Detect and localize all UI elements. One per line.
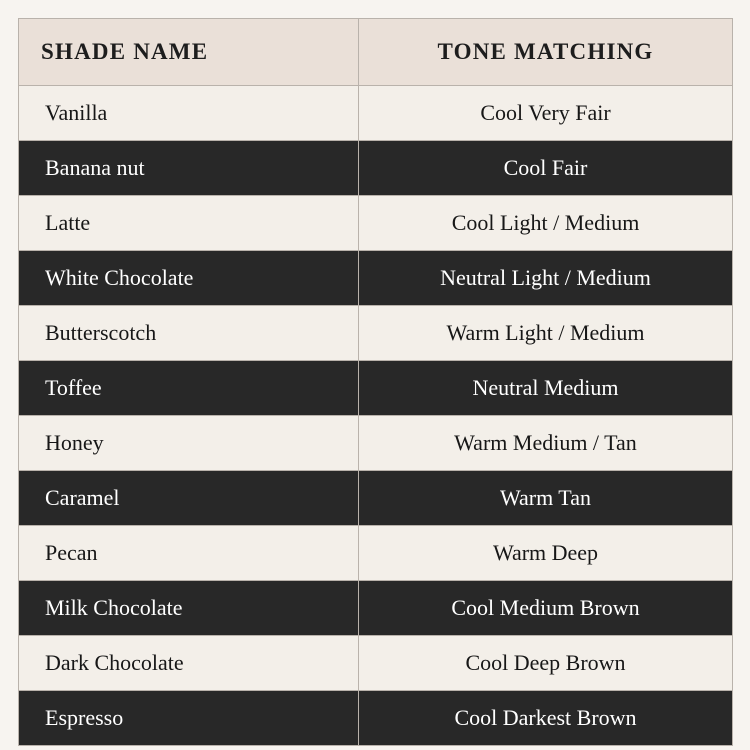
table-row	[19, 361, 733, 416]
table-row	[19, 526, 733, 581]
table-row	[19, 691, 733, 746]
cell-tone-matching: Warm Tan	[359, 471, 733, 526]
table-row	[19, 251, 733, 306]
column-header-tone-matching: TONE MATCHING	[359, 19, 733, 86]
cell-shade-name: Dark Chocolate	[19, 636, 359, 691]
table-row	[19, 581, 733, 636]
table-row	[19, 471, 733, 526]
table-header	[19, 19, 733, 86]
column-header-shade-name: SHADE NAME	[19, 19, 359, 86]
cell-shade-name: Latte	[19, 196, 359, 251]
cell-shade-name: Caramel	[19, 471, 359, 526]
cell-tone-matching: Neutral Light / Medium	[359, 251, 733, 306]
cell-tone-matching: Cool Light / Medium	[359, 196, 733, 251]
cell-tone-matching: Warm Medium / Tan	[359, 416, 733, 471]
table-row	[19, 416, 733, 471]
cell-tone-matching: Cool Medium Brown	[359, 581, 733, 636]
shade-matching-table	[18, 18, 733, 746]
cell-shade-name: Toffee	[19, 361, 359, 416]
cell-tone-matching: Cool Fair	[359, 141, 733, 196]
table-row	[19, 86, 733, 141]
cell-shade-name: Banana nut	[19, 141, 359, 196]
cell-shade-name: White Chocolate	[19, 251, 359, 306]
table-row	[19, 141, 733, 196]
table-row	[19, 306, 733, 361]
cell-shade-name: Milk Chocolate	[19, 581, 359, 636]
cell-tone-matching: Warm Light / Medium	[359, 306, 733, 361]
cell-shade-name: Vanilla	[19, 86, 359, 141]
cell-tone-matching: Cool Darkest Brown	[359, 691, 733, 746]
table-row	[19, 636, 733, 691]
table-header-row	[19, 19, 733, 86]
cell-shade-name: Honey	[19, 416, 359, 471]
cell-shade-name: Espresso	[19, 691, 359, 746]
cell-tone-matching: Cool Deep Brown	[359, 636, 733, 691]
table-body	[19, 86, 733, 746]
cell-shade-name: Pecan	[19, 526, 359, 581]
cell-tone-matching: Warm Deep	[359, 526, 733, 581]
cell-tone-matching: Neutral Medium	[359, 361, 733, 416]
table-row	[19, 196, 733, 251]
cell-tone-matching: Cool Very Fair	[359, 86, 733, 141]
cell-shade-name: Butterscotch	[19, 306, 359, 361]
